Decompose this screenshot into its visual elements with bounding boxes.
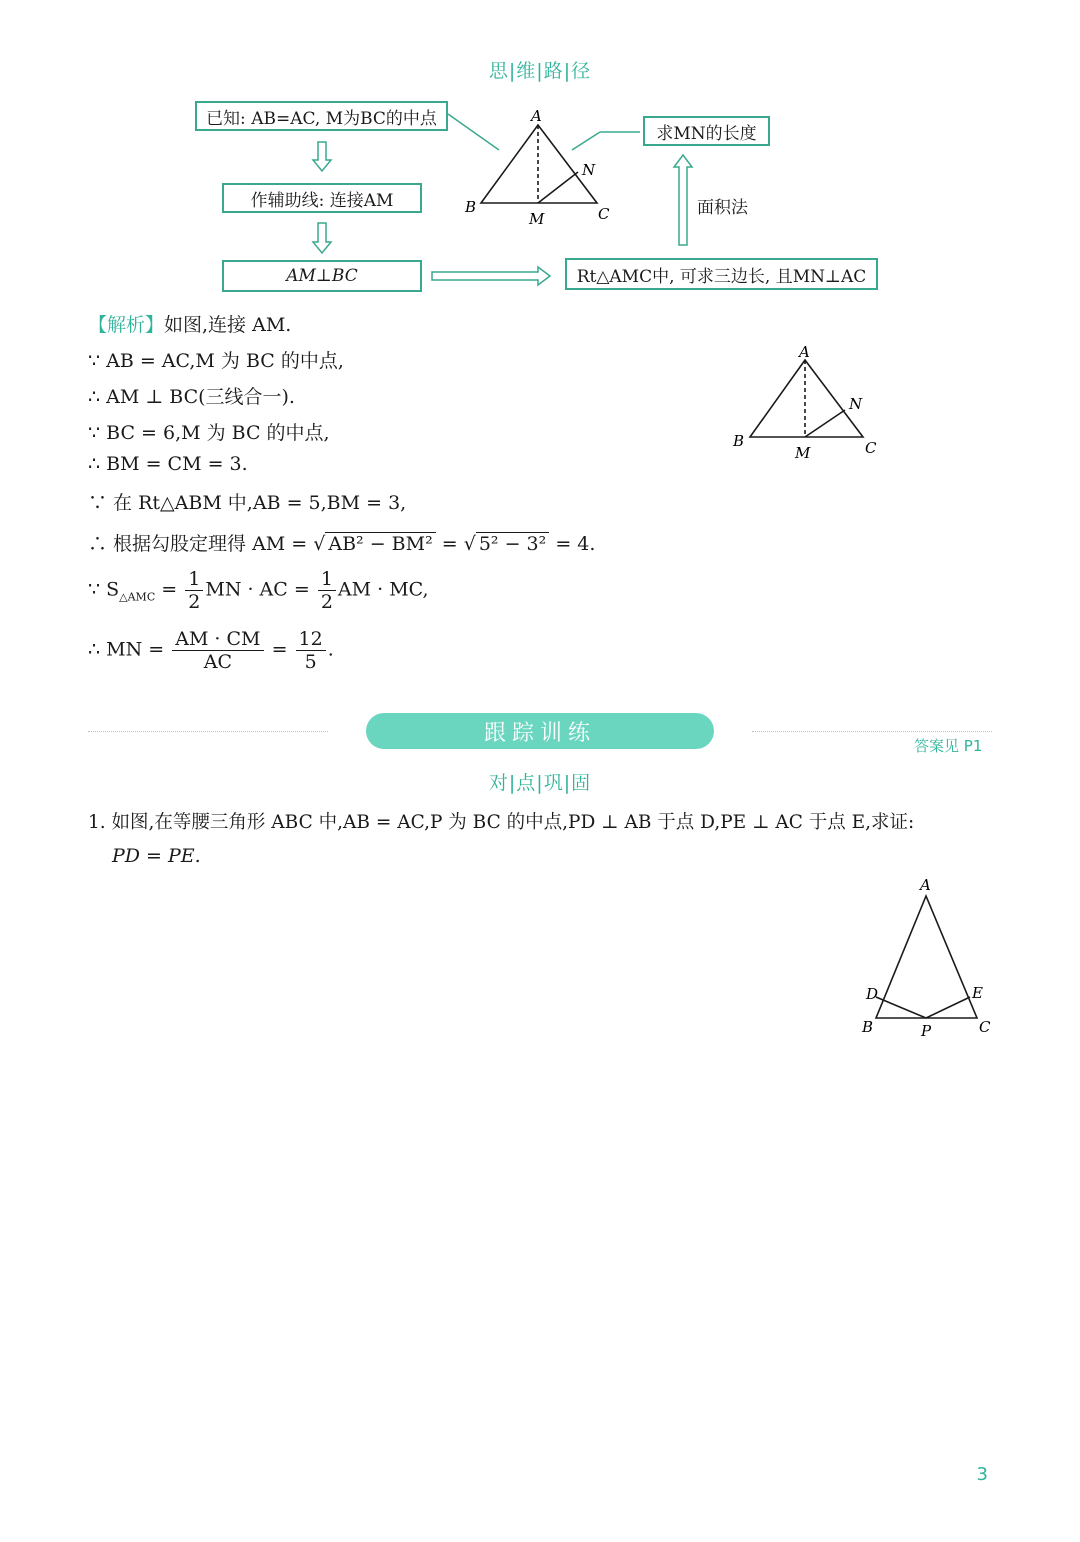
analysis-line-1: 【解析】如图,连接 AM. [88,314,292,336]
label-M: M [795,444,811,462]
analysis-line-7: ∴ 根据勾股定理得 AM = √ AB² − BM² = √ 5² − 3² = 4. [88,533,596,555]
thinking-path-title: 思|维|路|径 [488,60,592,82]
analysis-line-5: ∴ BM = CM = 3. [88,453,248,475]
label-N: N [582,161,596,179]
analysis-line-3: ∴ AM ⊥ BC(三线合一). [88,386,295,408]
question-1-line-2: PD = PE. [112,845,201,867]
label-A: A [920,876,931,894]
down-arrow-icon [313,142,331,253]
analysis-line-4: ∵ BC = 6,M 为 BC 的中点, [88,422,330,444]
fraction-mn: $\frac{AM \cdot CM}{AC}$ [172,628,263,673]
given-box: 已知: AB=AC, M为BC的中点 [195,101,448,131]
analysis-line-6: ∵ 在 Rt△ABM 中,AB = 5,BM = 3, [88,492,407,514]
label-E: E [972,984,983,1002]
area-method-label: 面积法 [697,198,748,218]
label-P: P [921,1022,932,1040]
divider-left [88,731,328,732]
training-banner: 跟踪训练 [366,713,714,749]
goal-box: 求MN的长度 [643,116,770,146]
label-D: D [866,985,879,1003]
label-C: C [598,205,610,223]
label-B: B [862,1018,874,1036]
sqrt-expression-2: 5² − 3² [476,532,549,555]
analysis-line-8: ∵ $S_{\triangle AMC}$ = $\frac{1}{2}$ MN · AC = $\frac{1}{2}$ AM · MC, [88,568,429,613]
label-A: A [531,107,542,125]
analysis-tag: 【解析】 [88,314,165,336]
auxiliary-line-box: 作辅助线: 连接AM [222,183,422,213]
rt-triangle-box: Rt△AMC中, 可求三边长, 且MN⊥AC [565,258,878,290]
label-N: N [849,395,863,413]
question-1-line-1: 1. 如图,在等腰三角形 ABC 中,AB = AC,P 为 BC 的中点,PD ⊥ AB 于点 D,PE ⊥ AC 于点 E,求证: [88,812,915,833]
label-C: C [865,439,877,457]
up-arrow-icon [674,155,692,245]
fraction-result: $\frac{12}{5}$ [296,628,326,673]
sqrt-expression-1: AB² − BM² [325,532,435,555]
analysis-line-2: ∵ AB = AC,M 为 BC 的中点, [88,350,344,372]
fraction-half-2: $\frac{1}{2}$ [318,568,336,613]
fraction-half-1: $\frac{1}{2}$ [185,568,203,613]
triangle-figure-1 [481,125,597,203]
page-number: 3 [976,1464,988,1485]
divider-right [752,731,992,732]
training-subtitle: 对|点|巩|固 [488,772,592,794]
label-C: C [979,1018,991,1036]
answer-reference: 答案见 P1 [914,737,983,755]
right-arrow-icon [432,267,550,285]
thinking-path-diagram [0,0,1080,320]
label-B: B [733,432,745,450]
perpendicular-box: AM⊥BC [222,260,422,292]
label-B: B [465,198,477,216]
triangle-figure-2 [720,340,890,470]
label-M: M [529,210,545,228]
triangle-figure-3 [850,870,1000,1045]
analysis-line-9: ∴ MN = $\frac{AM \cdot CM}{AC}$ = $\frac{12}{5}$ . [88,628,334,673]
label-A: A [799,343,810,361]
